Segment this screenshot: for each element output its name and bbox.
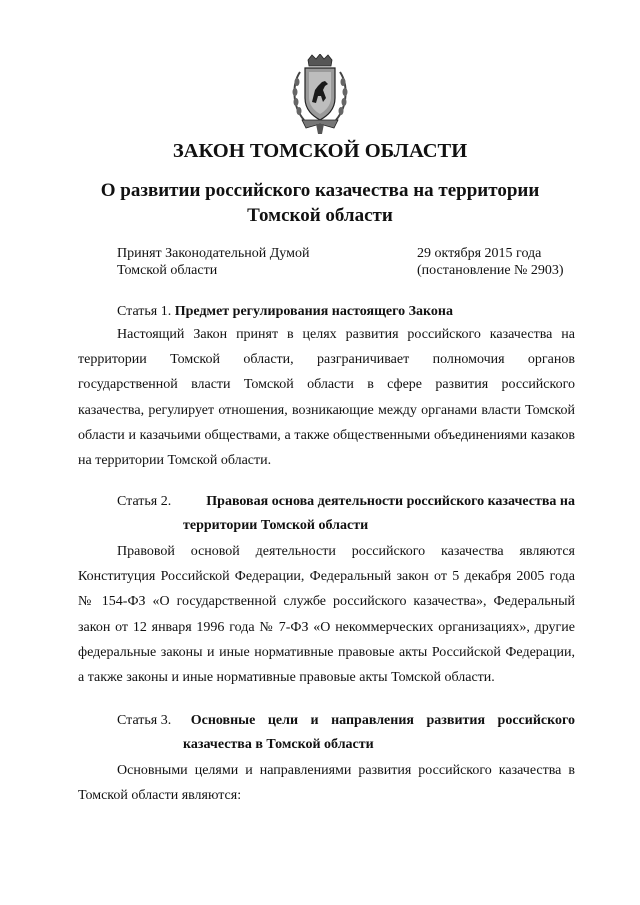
adoption-info <box>117 246 309 279</box>
article-3-heading <box>117 709 575 756</box>
law-subtitle-line-1: О развитии российского казачества на территории <box>100 180 540 201</box>
article-3-prefix: Статья 3. <box>117 713 172 728</box>
law-subtitle <box>0 178 640 228</box>
article-2-title-line-2: территории Томской области <box>183 517 369 533</box>
law-title: ЗАКОН ТОМСКОЙ ОБЛАСТИ <box>172 140 468 162</box>
adoption-line-2: Томской области <box>117 262 218 278</box>
article-1-text: Настоящий Закон принят в целях развития российского казачества на территории Томской области, разграничивает полномочия органов государственной власти Томской области в сфере развития российского казачества, регулирует отношения, возникающие между органами власти Томской области и казачьими обществами, а также общественными объединениями казаков на территории Томской области. <box>78 327 575 469</box>
article-3-title-line-1: Основные цели и направления развития российского <box>190 713 575 728</box>
date-line-1: 29 октября 2015 года <box>417 246 542 261</box>
article-2-prefix: Статья 2. <box>117 494 172 509</box>
article-1-prefix: Статья 1. <box>117 304 175 319</box>
article-2-text: Правовой основой деятельности российского казачества являются Конституция Российской Федерации, Федеральный закон от 5 декабря 2005 года № 154-ФЗ «О государственной службе российского казачества», Федеральный закон от 12 января 1996 года № 7-ФЗ «О некоммерческих организациях», другие федеральные законы и иные нормативные правовые акты Российской Федерации, а также законы и иные нормативные правовые акты Томской области. <box>78 544 575 686</box>
date-line-2: (постановление № 2903) <box>417 262 564 278</box>
tomsk-oblast-coat-of-arms-icon <box>288 54 352 136</box>
article-1-heading <box>117 300 453 323</box>
article-2-title-line-1: Правовая основа деятельности российского казачества на <box>206 494 575 509</box>
article-2-heading <box>117 490 575 537</box>
article-3-text: Основными целями и направлениями развития российского казачества в Томской области являются: <box>78 763 575 804</box>
law-subtitle-line-2: Томской области <box>247 205 393 226</box>
article-1-title: Предмет регулирования настоящего Закона <box>174 304 453 319</box>
adoption-line-1: Принят Законодательной Думой <box>117 246 310 261</box>
adoption-date <box>417 246 564 279</box>
article-3-title-line-2: казачества в Томской области <box>183 736 374 752</box>
